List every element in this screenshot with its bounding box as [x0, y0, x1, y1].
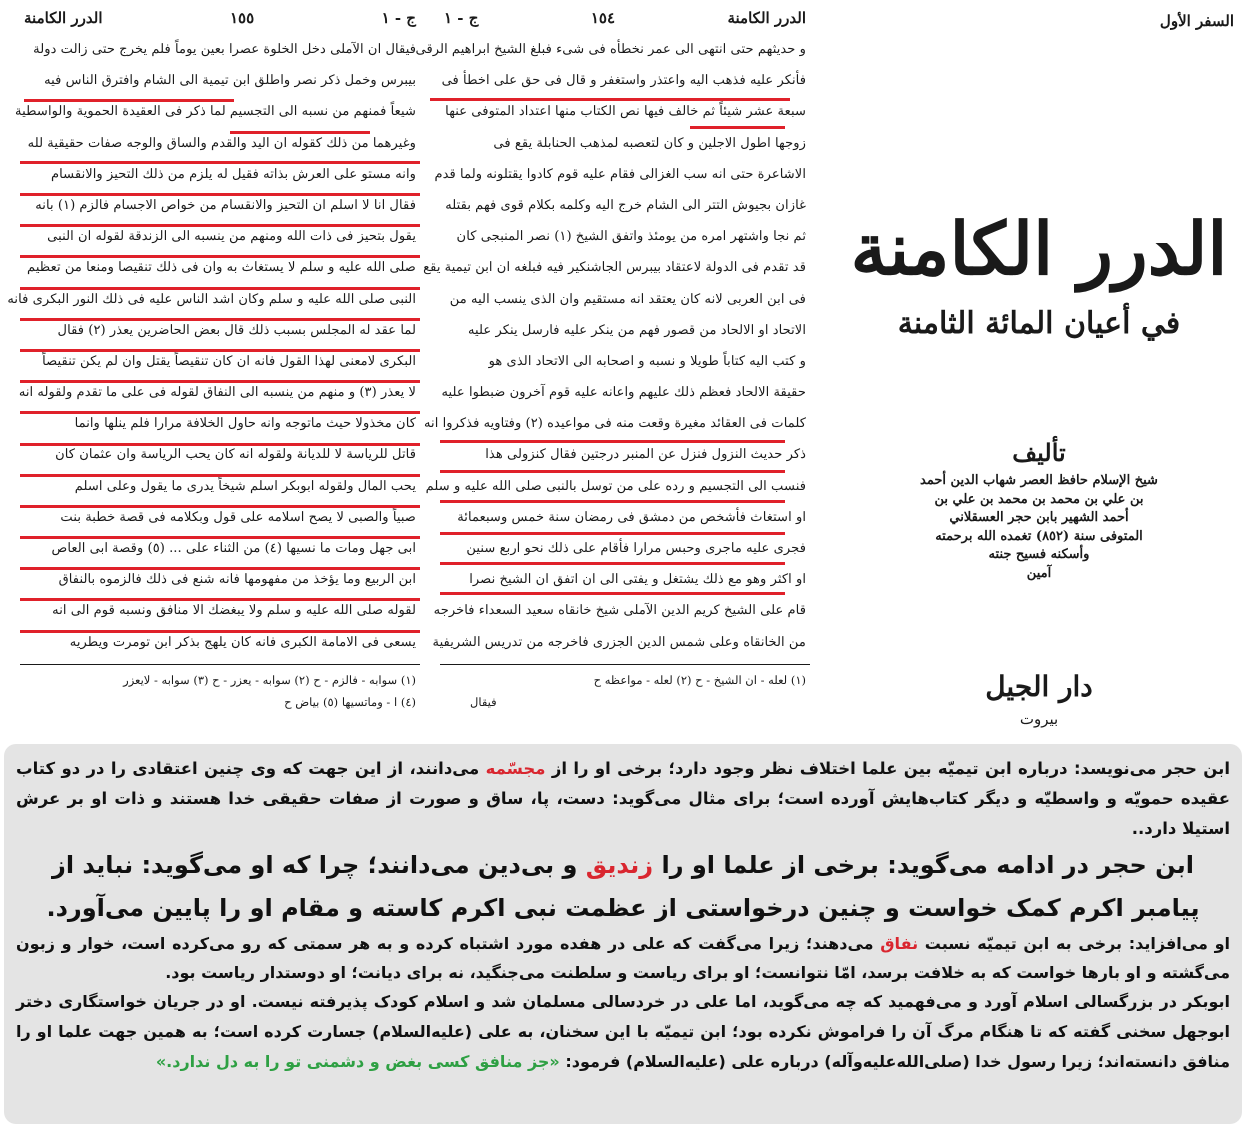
text-line: يقول بتحيز فى ذات الله ومنهم من ينسبه الى الزندقة لقوله ان النبى — [47, 229, 416, 245]
highlight-underline — [440, 440, 785, 443]
text-line: فيقال ان الآملى دخل الخلوة عصرا بعين يوماً فلم يخرج حتى زالت دولة — [33, 42, 416, 57]
text-segment: می‌دانند، از این جهت که وی چنین اعتقادی را در دو کتاب عقیده حمویّه و واسطیّه و دیگر کتاب‌هایش آورده است؛ برای مثال می‌گوید: دست، پا، ساق و صورت از صفات حقیقی خدا هستند و ذات او بر عرش استیلا دارد.. — [16, 759, 1230, 838]
highlight-underline — [440, 592, 785, 595]
page-text — [7, 30, 430, 658]
text-line: و كتب اليه كتاباً طويلا و نسبه و اصحابه الى الاتحاد الذى هو — [488, 353, 806, 369]
highlight-underline — [20, 411, 420, 414]
text-line: صلى الله عليه و سلم لا يستغاث به وان فى ذلك تنقيصا ومنعا من تعظيم — [27, 260, 416, 276]
highlight-underline — [430, 98, 790, 101]
text-segment: او می‌افزاید: برخی به ابن تیمیّه نسبت — [918, 934, 1230, 953]
highlight-underline — [20, 598, 420, 601]
text-line: يسعى فى الامامة الكبرى فانه كان يلهج بذكر ابن تومرت ويطريه — [69, 634, 416, 650]
text-line: او اكثر وهو مع ذلك يشتغل و يفتى الى ان اتفق ان الشيخ نصرا — [469, 572, 806, 588]
text-line: بيبرس وخمل ذكر نصر واطلق ابن تيمية الى الشام وافترق الناس فيه — [44, 73, 416, 89]
hadith-quote: «جز منافق کسی بغض و دشمنی تو را به دل ندارد.» — [155, 1052, 560, 1071]
highlighted-term: نفاق — [880, 934, 919, 953]
page-header — [430, 6, 820, 30]
text-line: من الخانقاه وعلى شمس الدين الجزرى فاخرجه من تدريس الشريفية — [432, 634, 806, 650]
header-volume: ج - ١ — [381, 9, 416, 27]
text-line: صبياً والصبى لا يصح اسلامه على قول وبكلامه فى قصة خطبة بنت — [60, 509, 416, 525]
text-line: ثم نجا واشتهر امره من يومئذ واتفق الشيخ (١) نصر المنبجى كان — [456, 229, 806, 245]
footnote-line: (١) لعله - ان الشيخ - ح (٢) لعله - مواعظه ح — [593, 672, 806, 687]
text-line: قد تقدم فى الدولة لاعتقاد بيبرس الجاشنكير فيه فبلغه ان ابن تيمية يقع — [423, 260, 806, 276]
text-line: وغيرهما من ذلك كقوله ان اليد والقدم والساق والوجه صفات حقيقية لله — [27, 135, 416, 151]
text-line: و حديثهم حتى انتهى الى عمر نخطأه فى شىء فبلغ الشيخ ابراهيم الرقى — [415, 42, 806, 57]
translation-paragraph-2 — [4, 844, 1242, 930]
text-segment: ابن حجر در ادامه می‌گوید: برخی از علما او را — [653, 851, 1194, 879]
highlight-underline — [20, 380, 420, 383]
text-line: الاتحاد او الالحاد من قصور فهم من ينكر عليه فارسل ينكر عليه — [467, 322, 806, 338]
highlight-underline — [20, 193, 420, 196]
header-page-number: ١٥٥ — [229, 9, 255, 27]
publisher-name: دار الجيل — [985, 670, 1093, 703]
text-line: ذكر حديث النزول فنزل عن المنبر درجتين فقال كنزولى هذا — [485, 447, 806, 463]
text-line: فأنكر عليه فذهب اليه واعتذر واستغفر و قال فى حق على اخطأ فى — [441, 73, 806, 89]
text-line: كلمات فى العقائد مغيرة وقعت منه فى مواعيده (٢) وفتاويه فذكروا انه — [423, 416, 806, 432]
header-volume: ج - ١ — [444, 9, 479, 27]
footnote-rule — [20, 664, 420, 665]
authorship-label: تأليف — [1012, 438, 1066, 467]
translation-paragraph-4 — [4, 987, 1242, 1077]
highlighted-term: مجسّمه — [485, 759, 546, 778]
text-line: فجرى عليه ماجرى وحبس مرارا فأقام على ذلك نحو اربع سنين — [466, 541, 806, 556]
book-subtitle: في أعيان المائة الثامنة — [897, 306, 1181, 341]
highlight-underline — [20, 536, 420, 539]
text-line: المتوفى سنة (٨٥٢) تغمده الله برحمته — [935, 528, 1143, 544]
catchword: فيقال — [470, 694, 497, 709]
text-line: لقوله صلى الله عليه و سلم ولا يبغضك الا منافق ونسبه قوم الى انه — [52, 603, 416, 619]
text-line: كان مخذولا حيث ماتوجه وانه حاول الخلافة مرارا فلم ينلها وانما — [74, 416, 416, 432]
text-line: زوجها اطول الاجلين و كان لتعصبه لمذهب الحنابلة يقع فى — [493, 135, 806, 151]
text-line: ابى جهل ومات ما نسيها (٤) من الثناء على ... (٥) وقصة ابى العاص — [51, 541, 416, 556]
text-line: يحب المال ولقوله ابوبكر اسلم شيخاً يدرى ما يقول وعلى اسلم — [74, 478, 416, 494]
text-segment: ابوبکر در بزرگسالی اسلام آورد و می‌فهمید که چه می‌گوید، اما علی در خردسالی مسلمان شد و اسلام کودک پذیرفته نیست. او در جریان خواستگاری دختر ابوجهل سخنی گفته که تا هنگام مرگ آن را فراموش نکرده بود؛ ابن تیمیّه با این سخنان، به علی (علیه‌السلام) جسارت کرده است؛ به همین جهت علما او را منافق دانسته‌اند؛ زیرا رسول خدا (صلی‌الله‌علیه‌وآله) درباره علی (علیه‌السلام) فرمود: — [16, 992, 1230, 1071]
text-line: او استغاث فأشخص من دمشق فى رمضان سنة خمس وسبعمائة — [457, 509, 806, 525]
text-segment: می‌دهند؛ زیرا می‌گفت که علی در هفده مورد اشتباه کرده و به هر سمتی که رو می‌کرده است، خوار و زبون می‌گشته و او بارها خواست که به خلافت برسد، امّا نتوانست؛ او برای ریاست و سلطنت می‌جنگید، نه برای دیانت؛ او دوستدار ریاست بود. — [16, 934, 1230, 982]
book-page-154 — [415, 6, 820, 713]
highlight-underline — [690, 126, 785, 129]
volume-label: السفر الأول — [1159, 12, 1234, 30]
text-line: آمين — [1026, 565, 1052, 581]
text-line: فنسب الى التجسيم و رده على من توسل بالنبى صلى الله عليه و سلم — [425, 478, 806, 494]
highlight-underline — [20, 255, 420, 258]
text-line: لما عقد له المجلس بسبب ذلك قال بعض الحاضرين يعذر (٢) فقال — [57, 322, 416, 338]
highlighted-term: زندیق — [585, 851, 654, 879]
footnote-rule — [440, 664, 810, 665]
text-line: لا يعذر (٣) و منهم من ينسبه الى النفاق لقوله فى على ما تقدم ولقوله انه — [18, 385, 416, 401]
footnote-line: (١) سوابه - فالزم - ح (٢) سوابه - يعزر - ح (٣) سوابه - لايعزر — [123, 672, 416, 687]
text-line: شيعاً فمنهم من نسبه الى التجسيم لما ذكر فى العقيدة الحموية والواسطية — [15, 104, 416, 120]
text-segment: ابن حجر می‌نویسد: درباره ابن تیمیّه بین علما اختلاف نظر وجود دارد؛ برخی او را از — [545, 759, 1230, 778]
text-line: قاتل للرياسة لا للديانة ولقوله انه كان يحب الرياسة وان عثمان كان — [55, 447, 416, 463]
text-line: قام على الشيخ كريم الدين الآملى شيخ خانقاه سعيد السعداء فاخرجه — [433, 603, 806, 619]
text-line: الاشاعرة حتى انه سب الغزالى فقام عليه قوم كادوا يقتلونه ولما قدم — [434, 166, 806, 182]
highlight-underline — [20, 224, 420, 227]
publisher-city: بيروت — [1019, 710, 1059, 728]
text-line: فقال انا لا اسلم ان التحيز والانقسام من خواص الاجسام فالزم (١) بانه — [35, 197, 416, 213]
text-line: شيخ الإسلام حافظ العصر شهاب الدين أحمد — [920, 473, 1158, 488]
book-page-155 — [7, 6, 430, 713]
header-page-number: ١٥٤ — [590, 9, 616, 27]
text-segment: و بی‌دین می‌دانند؛ چرا که او می‌گوید: نباید از پیامبر اکرم کمک خواست و چنین درخواستی از عظمت نبی اکرم کاسته و مقام او را پایین می‌آورد. — [46, 851, 1200, 922]
highlight-underline — [20, 161, 420, 164]
highlight-underline — [440, 532, 785, 535]
text-line: فى ابن العربى لانه كان يعتقد انه مستقيم وان الذى ينسب اليه من — [449, 291, 806, 307]
page-header — [10, 6, 430, 30]
book-title: الدرر الكامنة — [850, 206, 1228, 291]
translation-panel — [4, 744, 1242, 1124]
text-line: ابن الربيع وما يؤخذ من مفهومها فانه شنع فى ذلك فالزموه بالنفاق — [58, 572, 416, 588]
highlight-underline — [230, 131, 370, 134]
text-line: حقيقة الالحاد فعظم ذلك عليهم واعانه عليه قوم آخرون ضبطوا عليه — [441, 385, 806, 401]
text-line: النبى صلى الله عليه و سلم وكان اشد الناس عليه فى ذلك النور البكرى فانه — [7, 291, 416, 307]
text-line: أحمد الشهير بابن حجر العسقلاني — [949, 510, 1129, 525]
header-book-title: الدرر الكامنة — [24, 9, 103, 27]
highlight-underline — [20, 443, 420, 446]
highlight-underline — [24, 99, 234, 102]
header-book-title: الدرر الكامنة — [727, 9, 806, 27]
highlight-underline — [440, 470, 785, 473]
text-line: بن علي بن محمد بن محمد بن علي بن — [934, 491, 1144, 507]
highlight-underline — [20, 287, 420, 290]
translation-paragraph-1 — [4, 744, 1242, 844]
author-block — [856, 472, 1222, 583]
highlight-underline — [20, 474, 420, 477]
highlight-underline — [20, 349, 420, 352]
highlight-underline — [20, 567, 420, 570]
text-line: وأسكنه فسيح جنته — [988, 547, 1090, 562]
footnote-line: (٤) ا - وماتسيها (٥) بياض ح — [284, 694, 416, 709]
highlight-underline — [20, 505, 420, 508]
text-line: غازان بجيوش التتر الى الشام خرج اليه وكلمه بكلام قوى فهم بقتله — [445, 197, 806, 213]
text-line: البكرى لامعنى لهذا القول فانه ان كان تنقيصاً يقتل وان لم يكن تنقيصاً — [42, 353, 416, 369]
text-line: وانه مستو على العرش بذاته فقيل له يلزم من ذلك التحيز والانقسام — [50, 166, 416, 182]
highlight-underline — [20, 630, 420, 633]
text-line: سبعة عشر شيئاً ثم خالف فيها نص الكتاب منها اعتداد المتوفى عنها — [445, 104, 806, 120]
highlight-underline — [440, 500, 785, 503]
book-title-page — [838, 6, 1240, 736]
highlight-underline — [440, 562, 785, 565]
translation-paragraph-3 — [4, 930, 1242, 987]
highlight-underline — [20, 318, 420, 321]
